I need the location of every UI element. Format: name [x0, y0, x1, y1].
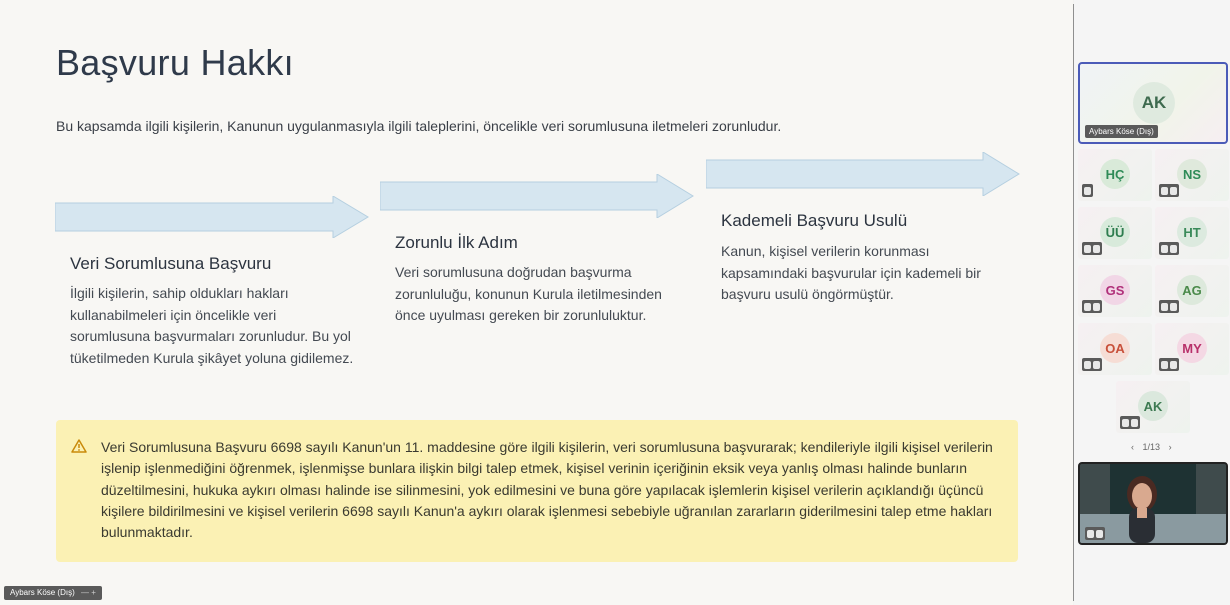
avatar: AG [1177, 275, 1207, 305]
info-callout [56, 420, 1018, 562]
participant-tile[interactable] [1078, 149, 1152, 201]
self-video-tile[interactable] [1078, 462, 1228, 545]
slide-intro: Bu kapsamda ilgili kişilerin, Kanunun uygulanmasıyla ilgili taleplerini, öncelikle veri sorumlusuna iletmeleri zorunludur. [56, 118, 782, 134]
step-2-arrow [380, 174, 695, 218]
mic-muted-icon [1159, 184, 1179, 197]
self-mic-indicator [1085, 527, 1105, 540]
warning-icon [71, 439, 87, 453]
participant-tile[interactable] [1078, 207, 1152, 259]
mic-muted-icon [1082, 184, 1093, 197]
participant-tile[interactable] [1078, 265, 1152, 317]
step-1-title: Veri Sorumlusuna Başvuru [70, 254, 272, 273]
participant-tile[interactable] [1155, 207, 1229, 259]
step-1-text: İlgili kişilerin, sahip oldukları hakları kullanabilmeleri için öncelikle veri sorumlusuna başvurmaları zorunludur. Bu yol tüketilmeden Kurula şikâyet yoluna gidilemez. [70, 285, 354, 366]
avatar: ÜÜ [1100, 217, 1130, 247]
callout-text: Veri Sorumlusuna Başvuru 6698 sayılı Kanun'un 11. maddesine göre ilgili kişilerin, veri sorumlusuna başvurarak; kendileriyle ilgili kişisel verilerin işlenip işlenmediğini öğrenmek, işlenmişse bunlara ilişkin bilgi talep etmek, kişisel verinin içeriğinin eksik veya yanlış olması halinde bunların düzeltilmesini, hukuka aykırı olması halinde ise silinmesini, yok edilmesini ve buna göre yapılacak işlemlerin kişisel verilerin açıklandığı üçüncü kişilere bildirilmesini ve kişisel verilerin 6698 sayılı Kanun'a aykırı olarak işlenmesi sebebiyle uğranılan zararların giderilmesini talep etme hakları bulunmaktadır. [101, 439, 993, 541]
participant-tile[interactable] [1155, 323, 1229, 375]
slide-title: Başvuru Hakkı [56, 42, 294, 83]
avatar: AK [1138, 391, 1168, 421]
mic-muted-icon [1120, 416, 1140, 429]
pager-prev-button[interactable]: ‹ [1131, 442, 1134, 452]
mic-muted-icon [1082, 358, 1102, 371]
zoom-controls[interactable]: — + [81, 588, 96, 597]
participant-tile[interactable] [1116, 381, 1190, 433]
step-2-title: Zorunlu İlk Adım [395, 233, 518, 252]
mic-muted-icon [1159, 358, 1179, 371]
mic-muted-icon [1159, 300, 1179, 313]
avatar: MY [1177, 333, 1207, 363]
avatar: NS [1177, 159, 1207, 189]
presenter-name: Aybars Köse (Dış) [10, 588, 75, 597]
pager-label: 1/13 [1142, 442, 1161, 452]
active-speaker-tile[interactable] [1078, 62, 1228, 144]
step-3-text: Kanun, kişisel verilerin korunması kapsamındaki başvurular için kademeli bir başvuru usulü öngörmüştür. [721, 243, 981, 302]
mic-muted-icon [1082, 300, 1102, 313]
participant-tile[interactable] [1155, 149, 1229, 201]
participant-tile[interactable] [1155, 265, 1229, 317]
participant-pager [1131, 442, 1172, 452]
avatar: HÇ [1100, 159, 1130, 189]
step-3-arrow [706, 152, 1021, 196]
mic-muted-icon [1082, 242, 1102, 255]
avatar: AK [1133, 82, 1175, 124]
step-1-arrow [55, 196, 370, 238]
presenter-bar[interactable] [4, 586, 102, 600]
avatar: HT [1177, 217, 1207, 247]
pager-next-button[interactable]: › [1168, 442, 1172, 452]
mic-muted-icon [1159, 242, 1179, 255]
participant-tile[interactable] [1078, 323, 1152, 375]
avatar: OA [1100, 333, 1130, 363]
speaker-name-label: Aybars Köse (Dış) [1085, 125, 1158, 138]
avatar: GS [1100, 275, 1130, 305]
step-3-title: Kademeli Başvuru Usulü [721, 211, 908, 230]
step-2-text: Veri sorumlusuna doğrudan başvurma zorunluluğu, konunun Kurula iletilmesinden önce uyulması gereken bir zorunluluktur. [395, 264, 662, 323]
